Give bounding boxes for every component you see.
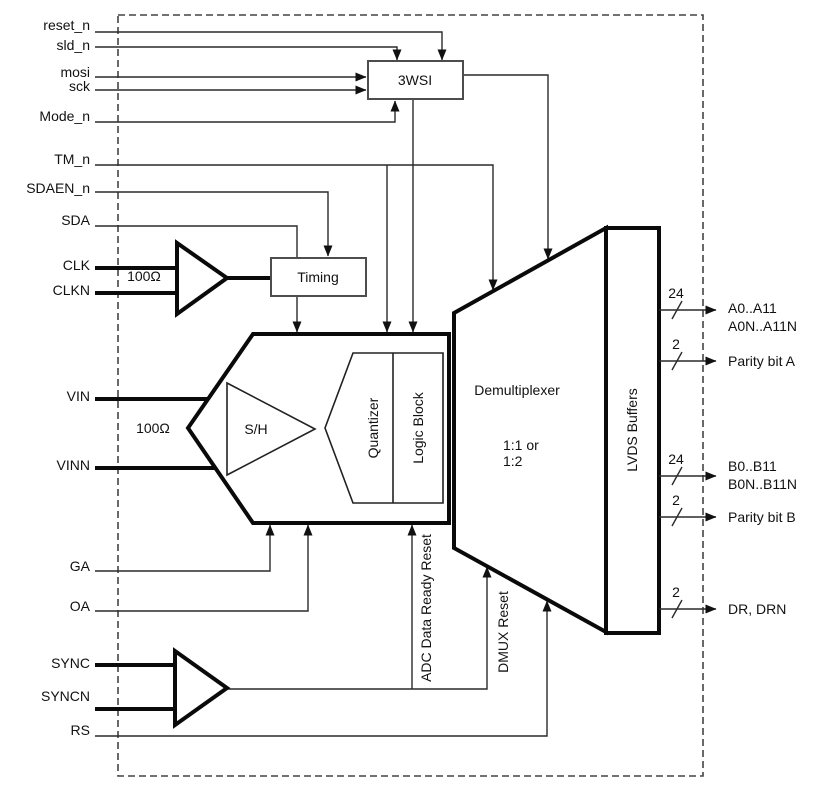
input-label-sld-n: sld_n (56, 37, 90, 53)
wire-reset-n (95, 32, 442, 60)
input-label-oa: OA (69, 598, 90, 614)
input-label-sck: sck (69, 78, 90, 94)
output-label-a: A0..A11 (728, 300, 777, 316)
input-label-sync: SYNC (51, 655, 90, 671)
output-label-an: A0N..A11N (728, 318, 797, 334)
quantizer-label: Quantizer (365, 397, 381, 459)
dmux-reset-label: DMUX Reset (495, 591, 511, 673)
demux-mode-label-1: 1:1 or (503, 437, 539, 453)
bus-width-b: 24 (668, 451, 684, 467)
wire-ga (95, 525, 270, 571)
sample-hold-label: S/H (244, 421, 268, 437)
input-label-vinn: VINN (56, 457, 90, 473)
wire-sync-to-dmux-reset (227, 567, 487, 689)
input-label-sda: SDA (61, 212, 90, 228)
input-label-tm-n: TM_n (54, 151, 90, 167)
output-label-parity-b: Parity bit B (728, 509, 796, 525)
input-label-vin: VIN (66, 388, 90, 404)
output-label-parity-a: Parity bit A (728, 353, 795, 369)
wire-oa (95, 525, 308, 611)
lvds-buffers-label: LVDS Buffers (624, 388, 640, 472)
timing-label: Timing (297, 269, 339, 285)
demux-mode-label-2: 1:2 (503, 453, 523, 469)
input-label-rs: RS (70, 722, 90, 738)
input-label-mode-n: Mode_n (39, 108, 90, 124)
wsi-label: 3WSI (397, 72, 433, 88)
wire-sld-n (95, 47, 397, 60)
wire-wsi-to-demux (463, 75, 548, 259)
clock-input-buffer (177, 243, 227, 314)
bus-width-parity-a: 2 (672, 336, 680, 352)
bus-width-dr: 2 (672, 584, 680, 600)
input-label-clk: CLK (62, 257, 90, 273)
clk-termination-label: 100Ω (127, 268, 161, 284)
input-label-syncn: SYNCN (40, 688, 90, 704)
logic-block-label: Logic Block (410, 392, 426, 464)
output-label-b: B0..B11 (728, 458, 777, 474)
input-labels (26, 17, 91, 738)
output-label-dr-drn: DR, DRN (728, 601, 787, 617)
demultiplexer-block (454, 228, 606, 632)
output-label-bn: B0N..B11N (728, 476, 797, 492)
adc-data-ready-reset-label: ADC Data Ready Reset (418, 534, 434, 682)
input-label-sdaen-n: SDAEN_n (26, 180, 90, 196)
demux-label: Demultiplexer (474, 382, 560, 398)
sync-input-buffer (175, 651, 227, 725)
wire-sda (95, 226, 297, 258)
bus-width-a: 24 (668, 285, 684, 301)
input-label-reset-n: reset_n (43, 17, 90, 33)
bus-width-parity-b: 2 (672, 492, 680, 508)
wire-mode-n (95, 101, 395, 122)
wire-rs (95, 601, 547, 736)
output-buses (659, 285, 797, 618)
input-label-mosi: mosi (60, 64, 90, 80)
input-label-clkn: CLKN (52, 282, 90, 298)
vin-termination-label: 100Ω (136, 420, 170, 436)
input-label-ga: GA (69, 558, 90, 574)
wire-sdaen-n (95, 192, 328, 256)
